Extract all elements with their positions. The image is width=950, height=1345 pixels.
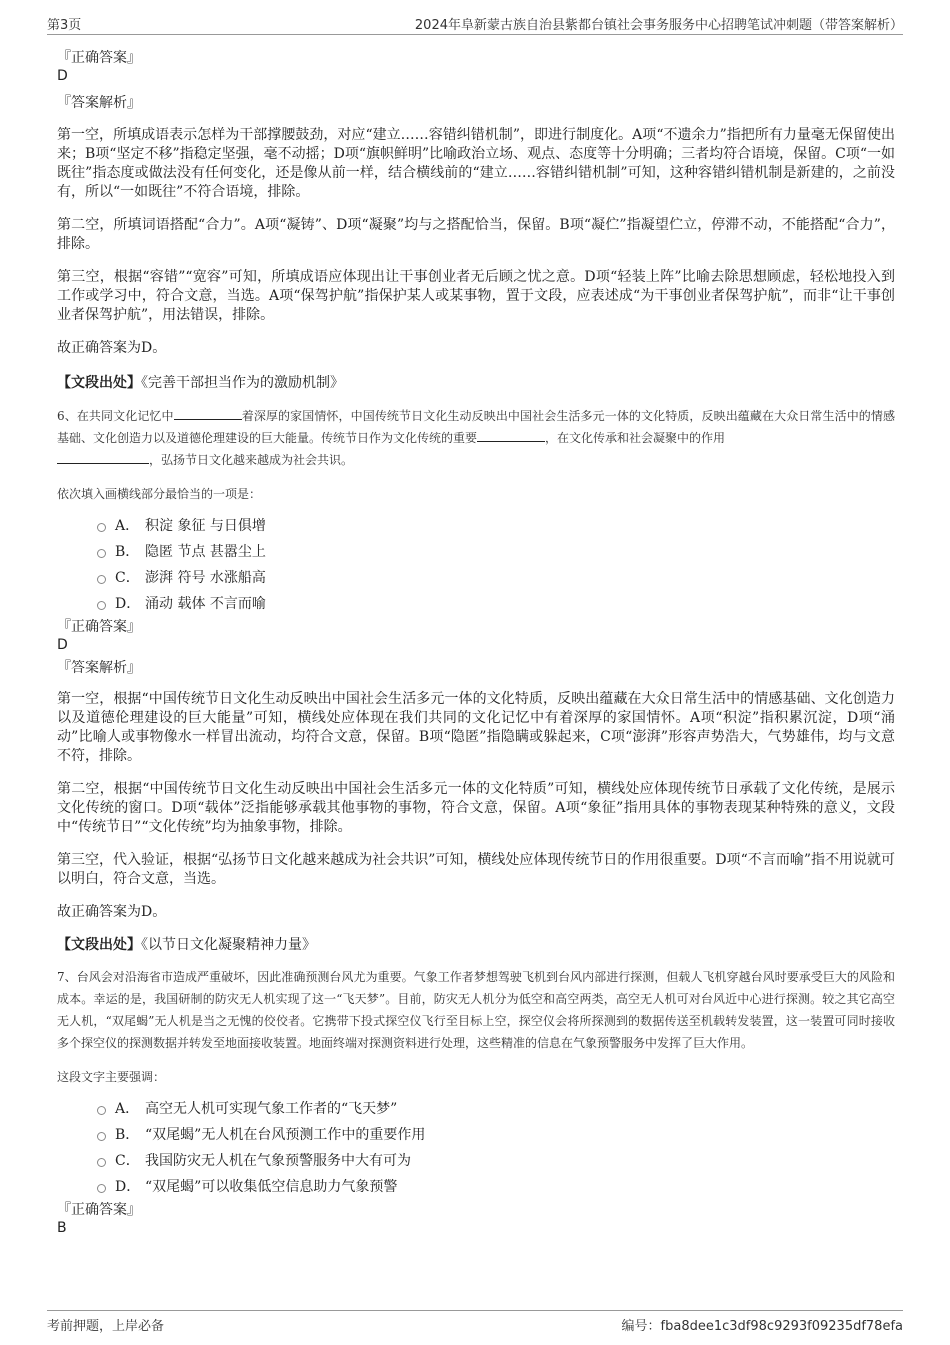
document-title: 2024年阜新蒙古族自治县紫都台镇社会事务服务中心招聘笔试冲刺题（带答案解析） [414,18,903,33]
q6-blank-1 [174,406,242,420]
q6-answer-label: 『正确答案』 [57,619,141,635]
q5-answer-label: 『正确答案』 [57,50,141,66]
radio-icon[interactable] [97,575,106,584]
q7-option-c[interactable]: C． 我国防灾无人机在气象预警服务中大有可为 [57,1152,895,1178]
q7-options [57,1100,895,1204]
q7-question-text: 7、台风会对沿海省市造成严重破坏，因此准确预测台风尤为重要。气象工作者梦想驾驶飞机到台风内部进行探测，但载人飞机穿越台风时要承受巨大的风险和成本。幸运的是，我国研制的防灾无人机实现了这一“飞天梦”。目前，防灾无人机分为低空和高空两类，高空无人机可对台风近中心进行探测。较之其它高空无人机，“双尾蝎”无人机是当之无愧的佼佼者。它携带下投式探空仪飞行至目标上空，探空仪会将所探测到的数据传送至机载转发装置，这一装置可同时接收多个探空仪的探测数据并转发至地面接收装置。地面终端对探测资料进行处理，这些精准的信息在气象预警服务中发挥了巨大作用。 [57,970,895,1050]
q5-source [57,374,895,392]
q6-option-b[interactable]: B． 隐匿 节点 甚嚣尘上 [57,543,895,569]
radio-icon[interactable] [97,1106,106,1115]
q6-prompt: 依次填入画横线部分最恰当的一项是： [57,487,262,501]
radio-icon[interactable] [97,549,106,558]
q6-analysis-label: 『答案解析』 [57,660,141,676]
q6-text-part-4: ，弘扬节日文化越来越成为社会共识。 [149,453,354,467]
q7-prompt: 这段文字主要强调： [57,1070,166,1084]
q5-answer: D [57,68,68,84]
q6-analysis-p2: 第二空，根据“中国传统节日文化生动反映出中国社会生活多元一体的文化特质”可知，横线处应体现传统节日承载了文化传统，是展示文化传统的窗口。D项“载体”泛指能够承载其他事物的事物，符合文意，保留。A项“象征”指用具体的事物表现某种特殊的意义，文段中“传统节日”“文化传统”均为抽象事物，排除。 [57,781,895,835]
q7-answer: B [57,1220,67,1236]
radio-icon[interactable] [97,601,106,610]
q5-source-title: 《完善干部担当作为的激励机制》 [141,375,344,391]
q5-analysis-p1: 第一空，所填成语表示怎样为干部撑腰鼓劲，对应“建立……容错纠错机制”，即进行制度化。A项“不遗余力”指把所有力量毫无保留使出来；B项“坚定不移”指稳定坚强，毫不动摇；D项“旗帜鲜明”比喻政治立场、观点、态度等十分明确；三者均符合语境，保留。C项“一如既往”指态度或做法没有任何变化，还是像从前一样，结合横线前的“建立……容错纠错机制”可知，这种容错纠错机制是新建的，之前没有，所以“一如既往”不符合语境，排除。 [57,127,896,200]
q6-option-d[interactable]: D． 涌动 载体 不言而喻 [57,595,895,621]
page-header [47,12,903,35]
q6-blank-2 [477,428,545,442]
q7-option-d[interactable]: D． “双尾蝎”可以收集低空信息助力气象预警 [57,1178,895,1204]
q6-source-label: 【文段出处】 [57,937,141,953]
q6-answer: D [57,637,68,653]
page-content [57,44,895,1237]
q6-question-text [57,405,895,471]
radio-icon[interactable] [97,1158,106,1167]
footer-code: 编号：fba8dee1c3df98c9293f09235df78efa [621,1319,903,1334]
q6-source-title: 《以节日文化凝聚精神力量》 [141,937,316,953]
q6-text-part-1: 6、在共同文化记忆中 [57,409,174,423]
q6-source [57,936,895,954]
footer-slogan: 考前押题，上岸必备 [47,1319,165,1334]
q7-answer-label: 『正确答案』 [57,1202,141,1218]
q7-option-b[interactable]: B． “双尾蝎”无人机在台风预测工作中的重要作用 [57,1126,895,1152]
q6-options [57,517,895,621]
radio-icon[interactable] [97,523,106,532]
q5-analysis-label: 『答案解析』 [57,95,141,111]
q5-analysis-p2: 第二空，所填词语搭配“合力”。A项“凝铸”、D项“凝聚”均与之搭配恰当，保留。B项“凝伫”指凝望伫立，停滞不动，不能搭配“合力”，排除。 [57,217,895,252]
radio-icon[interactable] [97,1184,106,1193]
q5-source-label: 【文段出处】 [57,375,141,391]
q6-blank-3 [57,450,149,464]
q6-option-c[interactable]: C． 澎湃 符号 水涨船高 [57,569,895,595]
page-number: 第3页 [47,18,82,33]
q6-analysis-p1: 第一空，根据“中国传统节日文化生动反映出中国社会生活多元一体的文化特质，反映出蕴藏在大众日常生活中的情感基础、文化创造力以及道德伦理建设的巨大能量”可知，横线处应体现在我们共同的文化记忆中有着深厚的家国情怀。A项“积淀”指积累沉淀，D项“涌动”比喻人或事物像水一样冒出流动，均符合文意，保留。B项“隐匿”指隐瞒或躲起来，C项“澎湃”形容声势浩大，气势雄伟，均与文意不符，排除。 [57,691,895,764]
q6-text-part-2: 着深厚的家国情怀，中国传统节日文化生动反映出中国社会生活多元一体的文化特质，反映出蕴藏在大众日常生活中的情感基础、文化创造力以及道德伦理建设的巨大能量。传统节日作为文化传统的重要 [57,409,895,445]
q5-conclusion: 故正确答案为D。 [57,340,167,356]
q6-conclusion: 故正确答案为D。 [57,904,167,920]
q5-analysis-p3: 第三空，根据“容错”“宽容”可知，所填成语应体现出让干事创业者无后顾之忧之意。D项“轻装上阵”比喻去除思想顾虑，轻松地投入到工作或学习中，符合文意，当选。A项“保驾护航”指保护某人或某事物，置于文段，应表述成“为干事创业者保驾护航”，而非“让干事创业者保驾护航”，用法错误，排除。 [57,269,895,323]
radio-icon[interactable] [97,1132,106,1141]
q6-option-a[interactable]: A． 积淀 象征 与日俱增 [57,517,895,543]
q7-option-a[interactable]: A． 高空无人机可实现气象工作者的“飞天梦” [57,1100,895,1126]
page-footer [47,1310,903,1335]
q6-text-part-3: ，在文化传承和社会凝聚中的作用 [545,431,726,445]
q6-analysis-p3: 第三空，代入验证，根据“弘扬节日文化越来越成为社会共识”可知，横线处应体现传统节日的作用很重要。D项“不言而喻”指不用说就可以明白，符合文意，当选。 [57,852,895,887]
